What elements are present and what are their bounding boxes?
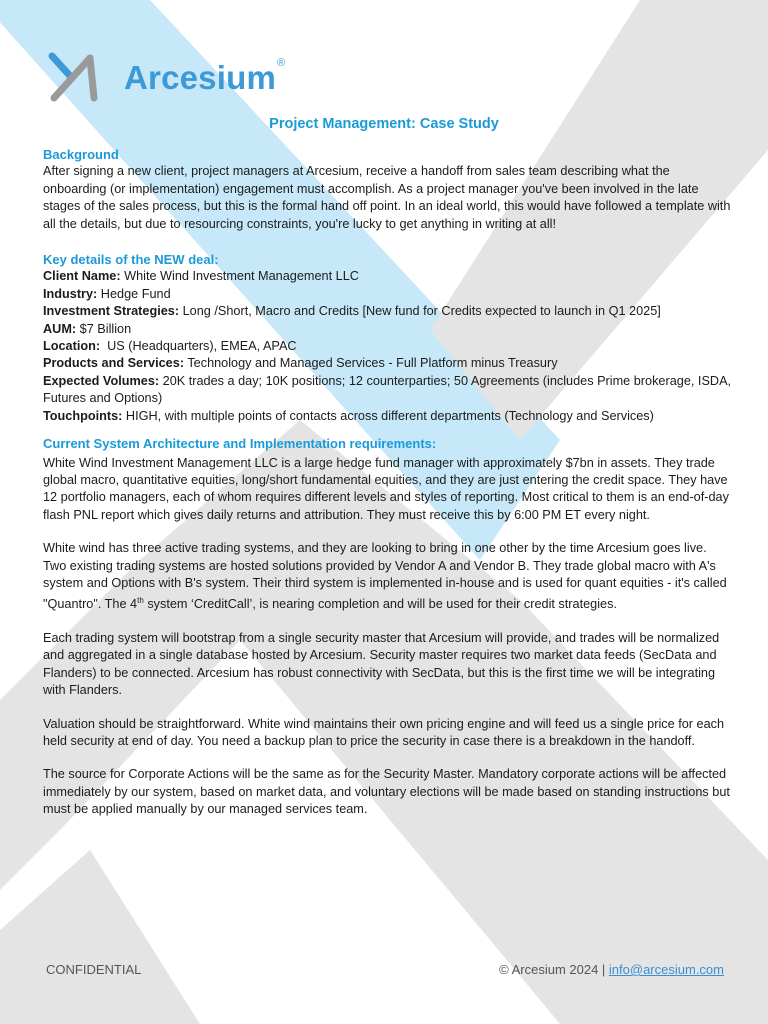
document-body	[43, 146, 733, 835]
deal-heading: Key details of the NEW deal:	[43, 252, 219, 268]
background-paragraph: After signing a new client, project managers at Arcesium, receive a handoff from sales team describing what the onboarding (or implementation) engagement must accomplish. As a project manager you've been involved in the late stages of the sales process, but this is the formal hand off point. In an ideal world, this would have followed a template with all the details, but due to resourcing constraints, you're lucky to get anything in writing at all!	[43, 164, 731, 231]
architecture-heading: Current System Architecture and Implementation requirements:	[43, 436, 437, 452]
architecture-paragraph-2: White wind has three active trading systems, and they are looking to bring in one other by the time Arcesium goes live. Two existing trading systems are hosted solutions provided by Vendor A and Vendor B. They trade global macro with A's system and Options with B's system. Their third system is implemented in-house and is used for quant equities - it's called "Quantro". The 4th system ‘CreditCall’, is nearing completion and will be used for their credit strategies.	[43, 541, 727, 612]
client-name-row: Client Name: White Wind Investment Management LLC	[43, 269, 359, 284]
logo-wordmark: Arcesium®	[124, 57, 286, 96]
arcesium-logo-icon	[46, 50, 104, 106]
page-footer	[46, 962, 724, 977]
email-link[interactable]: info@arcesium.com	[608, 962, 724, 977]
architecture-paragraph-4: Valuation should be straightforward. White wind maintains their own pricing engine and will feed us a single price for each held security at end of day. You need a backup plan to price the security in case there is a breakdown in the handoff.	[43, 716, 725, 749]
architecture-paragraph-5: The source for Corporate Actions will be the same as for the Security Master. Mandatory corporate actions will be affected immediately by our system, based on market data, and voluntary elections will be made based on standing instructions but must be applied manually by our managed services team.	[43, 767, 730, 817]
deal-details	[43, 268, 733, 425]
touchpoints-row: Touchpoints: HIGH, with multiple points of contacts across different departments (Technology and Services)	[43, 408, 654, 423]
aum-row: AUM: $7 Billion	[43, 321, 132, 336]
background-heading: Background	[43, 147, 119, 162]
products-services-row: Products and Services: Technology and Managed Services - Full Platform minus Treasury	[43, 356, 558, 371]
industry-row: Industry: Hedge Fund	[43, 286, 171, 301]
page-title: Project Management: Case Study	[269, 116, 499, 132]
copyright-notice: © Arcesium 2024 | info@arcesium.com	[499, 962, 724, 977]
location-row: Location: US (Headquarters), EMEA, APAC	[43, 339, 297, 354]
investment-strategies-row: Investment Strategies: Long /Short, Macro and Credits [New fund for Credits expected to launch in Q1 2025]	[43, 304, 661, 319]
confidential-label: CONFIDENTIAL	[46, 962, 142, 977]
expected-volumes-row: Expected Volumes: 20K trades a day; 10K positions; 12 counterparties; 50 Agreements (includes Prime brokerage, ISDA, Futures and Options)	[43, 373, 732, 406]
arcesium-logo	[46, 50, 285, 106]
architecture-paragraph-1: White Wind Investment Management LLC is a large hedge fund manager with approximately $7bn in assets. They trade global macro, quantitative equities, long/short fundamental equities, and they are just entering the credit space. They have 12 portfolio managers, each of whom requires different levels and styles of reporting. Most critical to them is an end-of-day flash PNL report which gives daily returns and attribution. They must receive this by 6:00 PM ET every night.	[43, 455, 729, 522]
architecture-paragraph-3: Each trading system will bootstrap from a single security master that Arcesium will provide, and trades will be normalized and aggregated in a single database hosted by Arcesium. Security master requires two market data feeds (SecData and Flanders) to be connected. Arcesium has robust connectivity with SecData, but this is the first time we will be integrating with Flanders.	[43, 630, 720, 698]
